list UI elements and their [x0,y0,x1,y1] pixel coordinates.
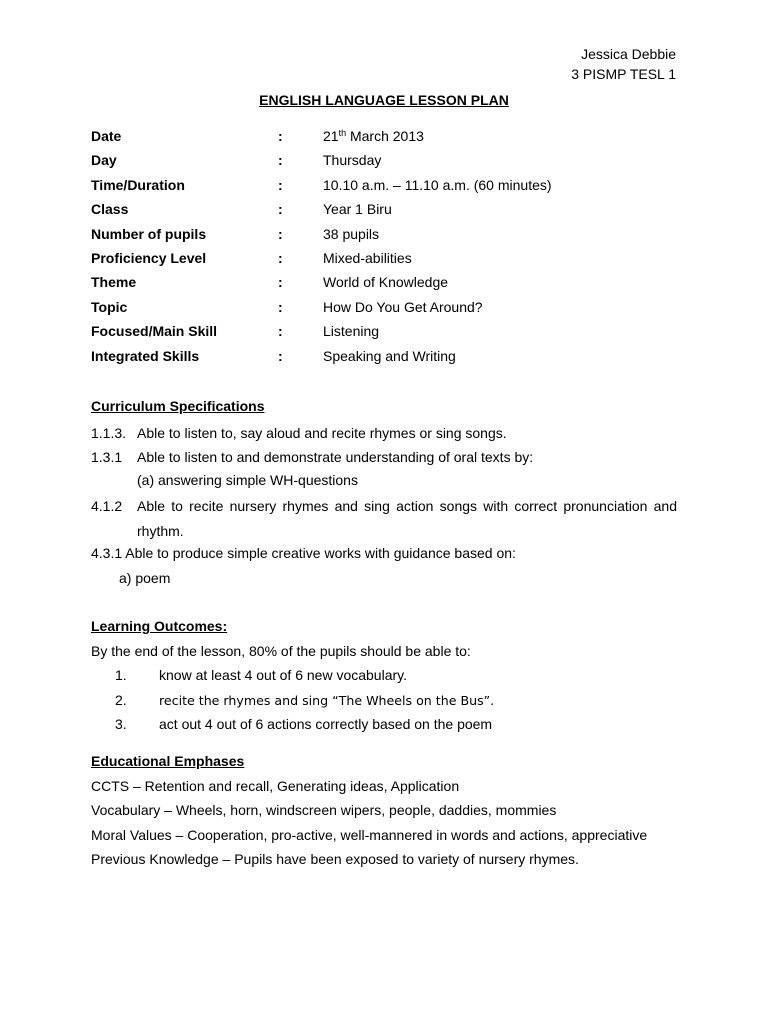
outcome-number: 3. [115,716,127,732]
detail-label: Class [91,201,129,218]
detail-colon: : [278,176,283,193]
detail-colon: : [278,225,283,242]
detail-colon: : [278,298,283,315]
detail-label: Time/Duration [91,176,185,193]
detail-value [323,126,424,146]
detail-value: 38 pupils [323,225,380,242]
date-month-year: March 2013 [346,128,424,144]
emphasis-line-vocabulary: Vocabulary – Wheels, horn, windscreen wipers, people, daddies, mommies [91,802,557,818]
outcome-item [91,714,677,739]
spec-item [91,445,677,470]
spec-text: Able to recite nursery rhymes and sing action songs with correct pronunciation and rhythm. [137,498,677,539]
detail-row-focused-main-skill [91,321,681,345]
detail-value: Thursday [323,152,382,169]
detail-row-class [91,199,681,223]
section-heading: Educational Emphases [91,753,245,769]
outcome-text: recite the rhymes and sing “The Wheels on the Bus”. [159,692,495,708]
detail-row-date [91,126,681,150]
detail-colon: : [278,201,283,218]
author-block [571,44,676,84]
detail-label: Proficiency Level [91,249,207,266]
detail-colon: : [278,128,283,144]
date-ordinal-suffix: th [338,128,347,138]
detail-label: Theme [91,274,137,291]
detail-colon: : [278,249,283,266]
detail-value: World of Knowledge [323,274,449,291]
spec-number: 1.3.1 [91,449,123,465]
date-day-number: 21 [323,128,339,144]
emphasis-line-moral-values: Moral Values – Cooperation, pro-active, well-mannered in words and actions, appreciative [91,826,648,843]
detail-value: Year 1 Biru [323,201,392,218]
outcome-number: 2. [115,691,127,708]
detail-row-theme [91,272,681,296]
lesson-details [91,126,681,370]
outcomes-intro: By the end of the lesson, 80% of the pupils should be able to: [91,642,471,659]
detail-label: Date [91,128,122,144]
detail-row-integrated-skills [91,346,681,370]
spec-item [91,421,677,446]
section-heading: Curriculum Specifications [91,398,265,414]
detail-label: Topic [91,298,128,315]
outcome-text: act out 4 out of 6 actions correctly based on the poem [159,716,493,732]
educational-emphases-section [91,751,677,874]
detail-row-day [91,150,681,174]
detail-value: How Do You Get Around? [323,298,483,315]
spec-number: 4.1.2 [91,498,123,514]
detail-label: Integrated Skills [91,347,200,364]
author-name: Jessica Debbie [581,46,676,62]
section-heading: Learning Outcomes: [91,618,228,634]
detail-row-time-duration [91,175,681,199]
outcome-item [91,690,677,715]
learning-outcomes-section [91,616,677,739]
detail-row-topic [91,297,681,321]
spec-item [91,494,677,543]
detail-colon: : [278,152,283,169]
detail-value: 10.10 a.m. – 11.10 a.m. (60 minutes) [323,176,552,193]
document-title: ENGLISH LANGUAGE LESSON PLAN [259,92,509,108]
detail-colon: : [278,274,283,291]
detail-value: Speaking and Writing [323,347,456,364]
spec-subitem: a) poem [119,569,171,586]
detail-value: Listening [323,323,380,340]
spec-text: Able to listen to and demonstrate understanding of oral texts by: [137,449,534,465]
detail-label: Day [91,152,117,169]
detail-colon: : [278,347,283,364]
detail-row-number-of-pupils [91,224,681,248]
outcome-text: know at least 4 out of 6 new vocabulary. [159,667,407,683]
detail-colon: : [278,323,283,340]
detail-row-proficiency-level [91,248,681,272]
emphasis-line-ccts: CCTS – Retention and recall, Generating ideas, Application [91,777,460,794]
spec-text: Able to listen to, say aloud and recite rhymes or sing songs. [137,424,507,441]
spec-number: 1.1.3. [91,424,127,441]
detail-label: Number of pupils [91,225,207,242]
spec-subitem: (a) answering simple WH-questions [137,471,358,488]
detail-label: Focused/Main Skill [91,323,218,340]
emphasis-line-previous-knowledge: Previous Knowledge – Pupils have been exposed to variety of nursery rhymes. [91,851,579,867]
spec-item-line: 4.3.1 Able to produce simple creative works with guidance based on: [91,545,516,561]
outcome-number: 1. [115,667,127,683]
detail-value: Mixed-abilities [323,249,412,266]
outcome-item [91,665,677,690]
author-class-code: 3 PISMP TESL 1 [571,66,676,82]
curriculum-specifications-section [91,396,677,592]
